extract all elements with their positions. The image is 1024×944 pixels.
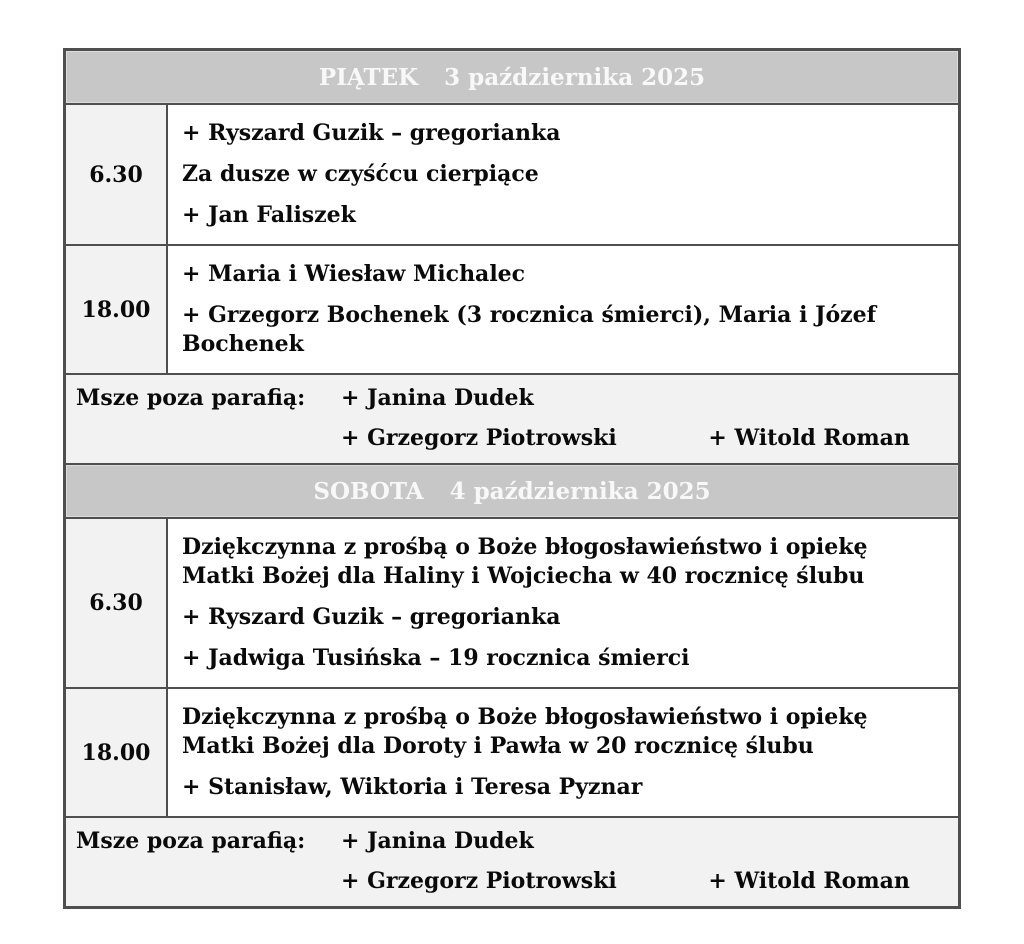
intention-line: + Grzegorz Bochenek (3 rocznica śmierci), Maria i Józef Bochenek bbox=[182, 302, 877, 358]
mass-time: 6.30 bbox=[66, 519, 168, 687]
intention-line: + Maria i Wiesław Michalec bbox=[182, 261, 526, 288]
mass-row-saturday-1800 bbox=[66, 687, 958, 816]
intention-line: Dziękczynna z prośbą o Boże błogosławieństwo i opiekę Matki Bożej dla Doroty i Pawła w 20 rocznicę ślubu bbox=[182, 704, 868, 760]
mass-row-friday-630 bbox=[66, 103, 958, 244]
outside-parish-entry: + Grzegorz Piotrowski bbox=[341, 425, 617, 452]
outside-parish-line bbox=[76, 425, 946, 451]
day-header-saturday bbox=[66, 463, 958, 517]
mass-row-saturday-630 bbox=[66, 517, 958, 687]
outside-parish-line bbox=[76, 385, 946, 411]
intention-line: + Jan Faliszek bbox=[182, 202, 356, 229]
mass-intentions bbox=[168, 246, 958, 373]
mass-row-friday-1800 bbox=[66, 244, 958, 373]
mass-intentions bbox=[168, 105, 958, 244]
outside-parish-line bbox=[76, 828, 946, 854]
intention-line: + Stanisław, Wiktoria i Teresa Pyznar bbox=[182, 774, 643, 801]
mass-schedule-table bbox=[63, 48, 961, 909]
outside-parish-line bbox=[76, 868, 946, 894]
outside-parish-row-friday bbox=[66, 373, 958, 463]
mass-intentions bbox=[168, 519, 958, 687]
intention-line: Za dusze w czyśćcu cierpiące bbox=[182, 161, 539, 188]
intention-line: + Jadwiga Tusińska – 19 rocznica śmierci bbox=[182, 645, 690, 672]
mass-time: 18.00 bbox=[66, 689, 168, 816]
intention-line: Dziękczynna z prośbą o Boże błogosławieństwo i opiekę Matki Bożej dla Haliny i Wojciecha w 40 rocznicę ślubu bbox=[182, 534, 868, 590]
outside-parish-row-saturday bbox=[66, 816, 958, 906]
outside-parish-label: Msze poza parafią: bbox=[76, 385, 306, 412]
day-name: PIĄTEK bbox=[318, 63, 419, 91]
day-header-friday bbox=[66, 51, 958, 103]
outside-parish-entry: + Witold Roman bbox=[708, 868, 910, 895]
outside-parish-entry: + Grzegorz Piotrowski bbox=[341, 868, 617, 895]
day-date: 4 października 2025 bbox=[449, 477, 711, 505]
day-date: 3 października 2025 bbox=[444, 63, 706, 91]
outside-parish-entry: + Janina Dudek bbox=[341, 385, 534, 412]
mass-intentions bbox=[168, 689, 958, 816]
outside-parish-entry: + Witold Roman bbox=[708, 425, 910, 452]
day-name: SOBOTA bbox=[313, 477, 424, 505]
mass-time: 6.30 bbox=[66, 105, 168, 244]
intention-line: + Ryszard Guzik – gregorianka bbox=[182, 604, 561, 631]
intention-line: + Ryszard Guzik – gregorianka bbox=[182, 120, 561, 146]
mass-time: 18.00 bbox=[66, 246, 168, 373]
outside-parish-entry: + Janina Dudek bbox=[341, 828, 534, 855]
outside-parish-label: Msze poza parafią: bbox=[76, 828, 306, 855]
